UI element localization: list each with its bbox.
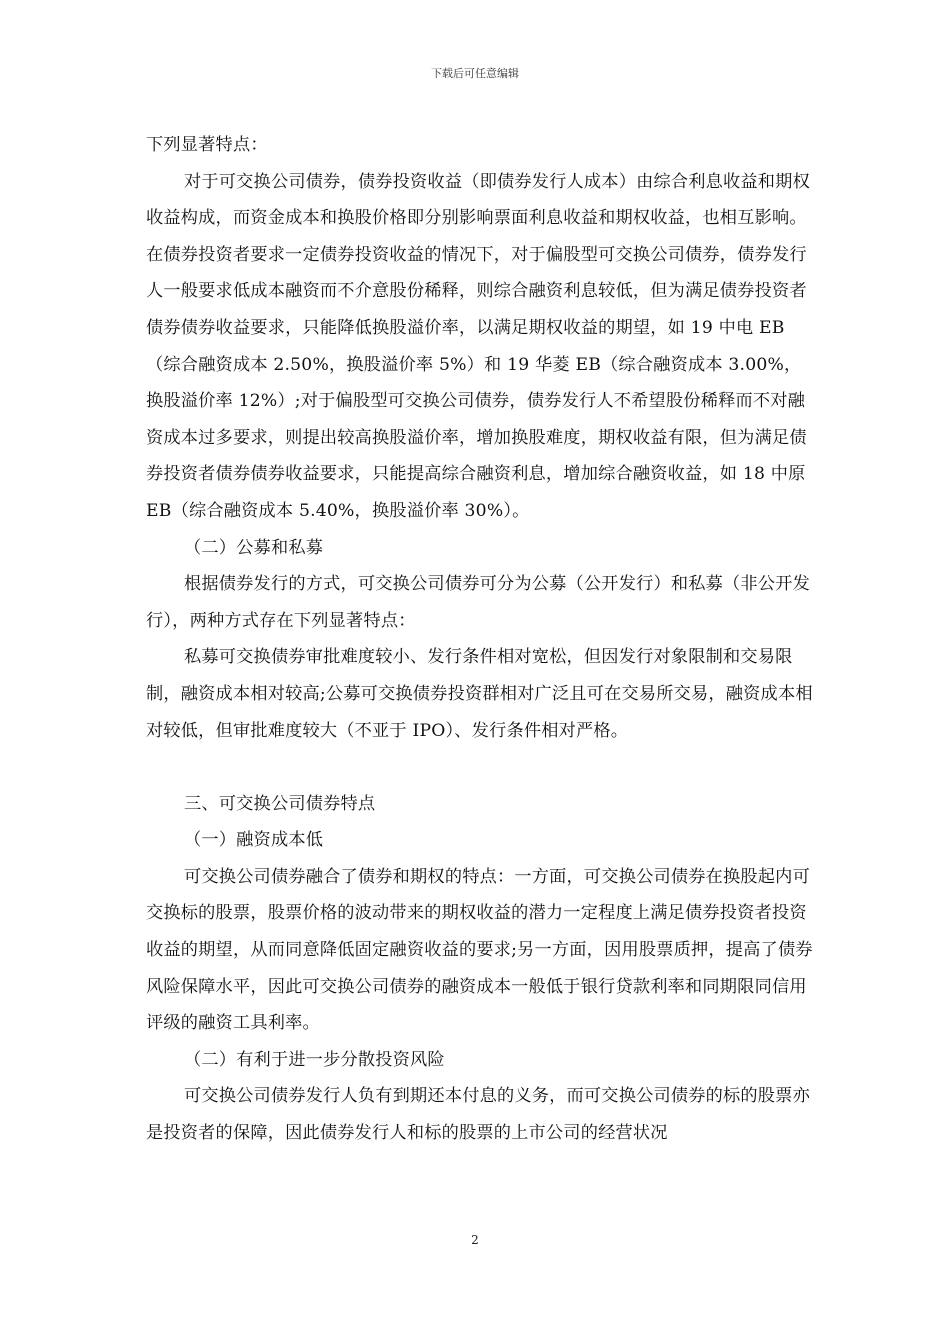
paragraph-exchangeable-bond-returns: 对于可交换公司债券，债券投资收益（即债券发行人成本）由综合利息收益和期权收益构成，而资金成本和换股价格即分别影响票面利息收益和期权收益，也相互影响。在债券投资者要求一定债券投资收益的情况下，对于偏股型可交换公司债券，债券发行人一般要求低成本融资而不介意股份稀释，则综合融资利息较低，但为满足债券投资者债券债券收益要求，只能降低换股溢价率，以满足期权收益的期望，如 19 中电 EB（综合融资成本 2.50%，换股溢价率 5%）和 19 华菱 EB（综合融资成本 3.00%，换股溢价率 12%）;对于偏股型可交换公司债券，债券发行人不希望股份稀释而不对融资成本过多要求，则提出较高换股溢价率，增加换股难度，期权收益有限，但为满足债券投资者债券债券收益要求，只能提高综合融资利息，增加综合融资收益，如 18 中原 EB（综合融资成本 5.40%，换股溢价率 30%）。 [146, 171, 810, 521]
paragraph-diversify-risk: 可交换公司债券发行人负有到期还本付息的义务，而可交换公司债券的标的股票亦是投资者的保障，因此债券发行人和标的股票的上市公司的经营状况 [146, 1086, 810, 1144]
document-body [146, 127, 814, 1152]
section-heading-features: 三、可交换公司债券特点 [184, 793, 376, 814]
blank-line [146, 749, 814, 786]
paragraph-private-vs-public: 私募可交换债券审批难度较小、发行条件相对宽松，但因发行对象限制和交易限制，融资成本相对较高;公募可交换债券投资群相对广泛且可在交易所交易，融资成本相对较低，但审批难度较大（不亚于 IPO）、发行条件相对严格。 [146, 647, 813, 741]
subheading-public-private: （二）公募和私募 [184, 537, 324, 558]
subheading-diversify-risk: （二）有利于进一步分散投资风险 [184, 1049, 445, 1070]
paragraph-continuation: 下列显著特点： [146, 135, 268, 155]
page-number: 2 [471, 1233, 479, 1247]
page-header: 下载后可任意编辑 [431, 67, 519, 80]
paragraph-issuance-method: 根据债券发行的方式，可交换公司债券可分为公募（公开发行）和私募（非公开发行），两种方式存在下列显著特点： [146, 574, 810, 631]
subheading-low-financing-cost: （一）融资成本低 [184, 830, 324, 851]
paragraph-low-financing-cost: 可交换公司债券融合了债券和期权的特点：一方面，可交换公司债券在换股起内可交换标的股票，股票价格的波动带来的期权收益的潜力一定程度上满足债券投资者投资收益的期望，从而同意降低固定融资收益的要求;另一方面，因用股票质押，提高了债券风险保障水平，因此可交换公司债券的融资成本一般低于银行贷款利率和同期限同信用评级的融资工具利率。 [146, 866, 813, 1034]
